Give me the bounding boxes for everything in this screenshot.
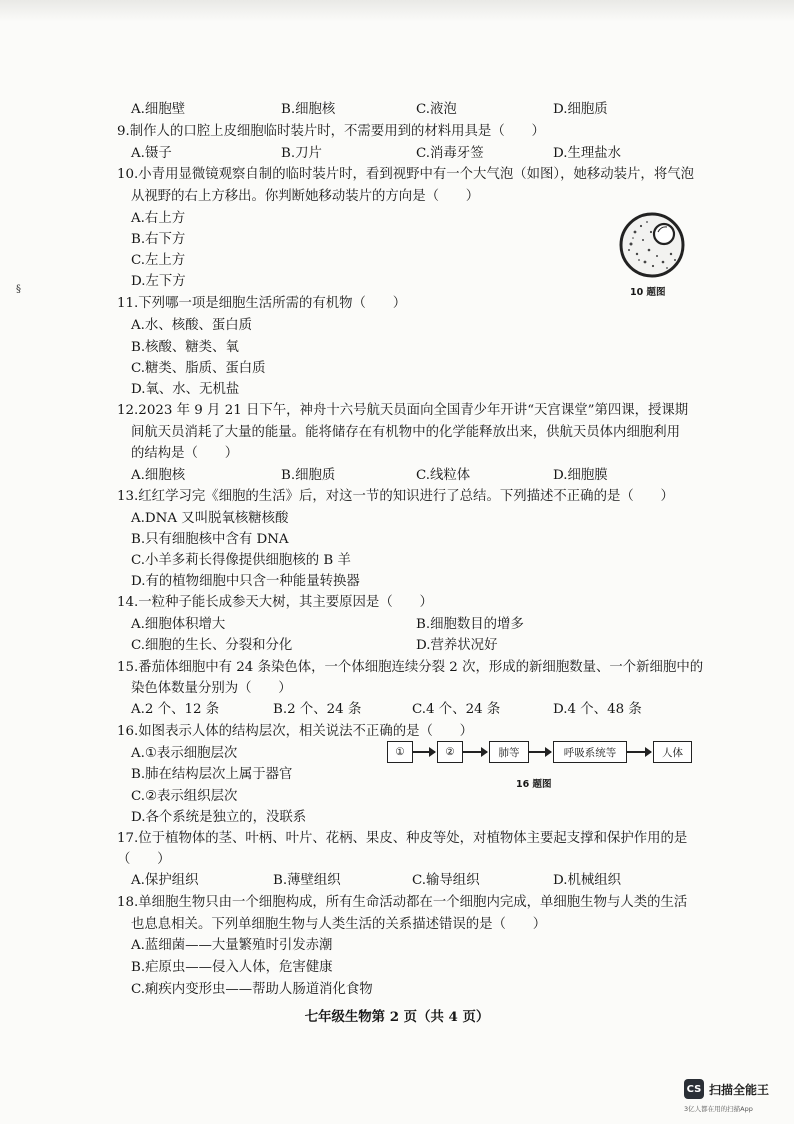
page-footer: 七年级生物第 2 页（共 4 页） [304,1009,490,1025]
q16-c: C.②表示组织层次 [131,789,238,804]
figure-10-caption: 10 题图 [630,287,666,298]
q11-a: A.水、核酸、蛋白质 [131,318,253,333]
q10-l1: 10.小青用显微镜观察自制的临时装片时，看到视野中有一个大气泡（如图），她移动装片，将气泡 [117,167,694,182]
figure-16-hierarchy-diagram [387,741,692,765]
q10-l2: 从视野的右上方移出。你判断她移动装片的方向是（ ） [131,189,480,204]
flow-node-1: ① [387,741,413,763]
q16: 16.如图表示人体的结构层次，相关说法不正确的是（ ） [117,724,474,739]
scanner-logo-icon: CS [684,1079,704,1099]
q15-options-3: D.4 个、48 条 [553,702,642,717]
q14-ab-0: A.细胞体积增大 [131,617,226,632]
q18-l2: 也息息相关。下列单细胞生物与人类生活的关系描述错误的是（ ） [131,917,547,932]
scan-top-edge [0,0,794,22]
q11-d: D.氧、水、无机盐 [131,382,240,397]
q16-b: B.肺在结构层次上属于器官 [131,767,293,782]
q11-c: C.糖类、脂质、蛋白质 [131,361,266,376]
flow-node-5: 人体 [653,741,692,763]
q9-options-1: B.刀片 [281,146,322,161]
q12-options-3: D.细胞膜 [553,468,608,483]
flow-node-2: ② [437,741,463,763]
q18-b: B.疟原虫——侵入人体，危害健康 [131,960,333,975]
q15-l2: 染色体数量分别为（ ） [131,681,292,696]
q15-options-2: C.4 个、24 条 [412,702,501,717]
q17-options-3: D.机械组织 [553,873,622,888]
q17-options-1: B.薄壁组织 [273,873,341,888]
q17-l1: 17.位于植物体的茎、叶柄、叶片、花柄、果皮、种皮等处，对植物体主要起支撑和保护作用的是 [117,831,688,846]
q15-options-1: B.2 个、24 条 [273,702,362,717]
q10-a: A.右上方 [131,211,186,226]
q18-c: C.痢疾内变形虫——帮助人肠道消化食物 [131,982,373,997]
q9: 9.制作人的口腔上皮细胞临时装片时，不需要用到的材料用具是（ ） [117,124,545,139]
q11-b: B.核酸、糖类、氧 [131,340,239,355]
q17-l2: （ ） [117,852,171,867]
q13-c: C.小羊多莉长得像提供细胞核的 B 羊 [131,553,351,568]
q11: 11.下列哪一项是细胞生活所需的有机物（ ） [117,296,407,311]
q16-d: D.各个系统是独立的，没联系 [131,810,307,825]
figure-10-microscope-view [617,210,687,280]
q10-c: C.左上方 [131,253,186,268]
q12-l2: 间航天员消耗了大量的能量。能将储存在有机物中的化学能释放出来，供航天员体内细胞利用 [131,425,681,440]
flow-arrow [627,751,651,753]
q15-options-0: A.2 个、12 条 [131,702,220,717]
q8-options-0: A.细胞壁 [131,102,186,117]
figure-16-caption: 16 题图 [516,779,552,790]
q8-options-2: C.液泡 [416,102,457,117]
q18-a: A.蓝细菌——大量繁殖时引发赤潮 [131,938,333,953]
q16-a: A.①表示细胞层次 [131,746,238,761]
q10-d: D.左下方 [131,274,186,289]
q9-options-2: C.消毒牙签 [416,146,484,161]
q14-cd-0: C.细胞的生长、分裂和分化 [131,638,293,653]
q12-l1: 12.2023 年 9 月 21 日下午，神舟十六号航天员面向全国青少年开讲“天宫课堂”第四课，授课期 [117,403,689,418]
q17-options-0: A.保护组织 [131,873,199,888]
scanner-app-name: 扫描全能王 [709,1082,770,1097]
q8-options-1: B.细胞核 [281,102,336,117]
flow-node-3: 肺等 [489,741,529,763]
q14: 14.一粒种子能长成参天大树，其主要原因是（ ） [117,595,433,610]
scanner-app-tagline: 3亿人都在用的扫描App [684,1105,753,1113]
flow-arrow [463,751,487,753]
q13: 13.红红学习完《细胞的生活》后，对这一节的知识进行了总结。下列描述不正确的是（ ） [117,489,674,504]
q18-l1: 18.单细胞生物只由一个细胞构成，所有生命活动都在一个细胞内完成，单细胞生物与人类的生活 [117,895,688,910]
q15-l1: 15.番茄体细胞中有 24 条染色体，一个体细胞连续分裂 2 次，形成的新细胞数量、一个新细胞中的 [117,660,704,675]
q13-d: D.有的植物细胞中只含一种能量转换器 [131,574,360,589]
q8-options-3: D.细胞质 [553,102,608,117]
q9-options-0: A.镊子 [131,146,172,161]
q10-b: B.右下方 [131,232,186,247]
flow-node-4: 呼吸系统等 [553,741,627,763]
q14-cd-1: D.营养状况好 [416,638,498,653]
q17-options-2: C.输导组织 [412,873,480,888]
flow-arrow [529,751,551,753]
q12-l3: 的结构是（ ） [131,446,239,461]
q12-options-0: A.细胞核 [131,468,186,483]
q12-options-2: C.线粒体 [416,468,471,483]
q13-b: B.只有细胞核中含有 DNA [131,532,289,547]
q14-ab-1: B.细胞数目的增多 [416,617,524,632]
margin-mark: § [16,284,21,295]
scanner-watermark [684,1079,769,1099]
q13-a: A.DNA 又叫脱氧核糖核酸 [131,511,289,526]
flow-arrow [413,751,435,753]
q12-options-1: B.细胞质 [281,468,336,483]
q9-options-3: D.生理盐水 [553,146,622,161]
